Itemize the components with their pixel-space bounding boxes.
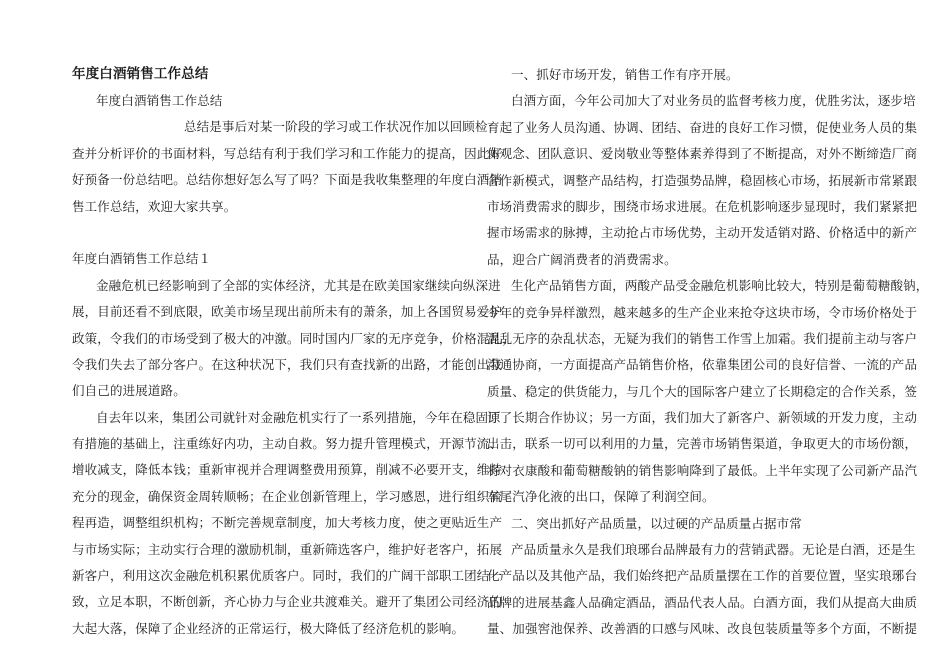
left-text-line: 增收减支，降低本钱；重新审视并合理调整费用预算，削减不必要开支，维持 xyxy=(72,462,503,478)
left-text-line: 令我们失去了部分客户。在这种状况下，我们只有查找新的出路，才能创出我 xyxy=(72,356,503,372)
left-text-line: 售工作总结，欢迎大家共享。 xyxy=(72,198,237,214)
right-text-line: 合作新模式，调整产品结构，打造强势品牌，稳固核心市场，拓展新市常紧跟 xyxy=(487,172,918,188)
right-text-line: 化产品以及其他产品，我们始终把产品质量摆在工作的首要位置，坚实琅琊台 xyxy=(487,568,918,584)
left-text-line: 政策，令我们的市场受到了极大的冲激。同时国内厂家的无序竞争，价格混乱， xyxy=(72,330,515,346)
right-text-line: 订了长期合作协议；另一方面，我们加大了新客户、新领域的开发力度，主动 xyxy=(487,410,918,426)
right-text-line: 二、突出抓好产品质量，以过硬的产品质量占据市常 xyxy=(511,515,802,531)
right-text-line: 今年的竞争异样激烈，越来越多的生产企业来抢夺这块市场，令市场价格处于 xyxy=(487,304,918,320)
right-text-line: 品，迎合广阔消费者的消费需求。 xyxy=(487,251,677,267)
left-text-line: 总结是事后对某一阶段的学习或工作状况作加以回顾检 xyxy=(184,119,488,135)
left-text-line: 查并分析评价的书面材料，写总结有利于我们学习和工作能力的提高，因此好 xyxy=(72,145,503,161)
left-text-line: 们自己的进展道路。 xyxy=(72,383,186,399)
right-text-line: 车尾汽净化液的出口，保障了利润空间。 xyxy=(487,489,715,505)
right-text-line: 生化产品销售方面，两酸产品受金融危机影响比较大，特别是葡萄糖酸钠， xyxy=(511,278,929,294)
left-text-line: 自去年以来，集团公司就针对金融危机实行了一系列措施，今年在稳固原 xyxy=(96,409,501,425)
left-text-line: 年度白酒销售工作总结 xyxy=(96,93,223,108)
right-text-line: 一、抓好市场开发，销售工作有序开展。 xyxy=(511,67,739,82)
left-text-line: 与市场实际；主动实行合理的激励机制，重新筛选客户，维护好老客户，拓展 xyxy=(72,541,503,557)
left-text-line xyxy=(72,220,456,246)
left-text-line: 年度白酒销售工作总结１ xyxy=(72,251,212,267)
left-text-line: 展，目前还看不到底限，欧美市场呈现出前所未有的萧条，加上各国贸易爱护 xyxy=(72,304,503,320)
left-text-line: 大起大落，保障了企业经济的正常运行，极大降低了经济危机的影响。 xyxy=(72,620,465,636)
right-text-line: 量、加强窖池保养、改善酒的口感与风味、改良包装质量等多个方面，不断提 xyxy=(487,621,918,637)
left-text-line: 充分的现金，确保资金周转顺畅；在企业创新管理上，学习感恩，进行组织流 xyxy=(72,488,503,504)
right-text-line: 产品质量永久是我们琅琊台品牌最有力的营销武器。无论是白酒，还是生 xyxy=(511,542,916,558)
left-text-line: 致，立足本职，不断创新，齐心协力与企业共渡难关。避开了集团公司经济的 xyxy=(72,594,503,610)
right-text-line: 品牌的进展基鑫人品确定酒品，酒品代表人品。白酒方面，我们从提高大曲质 xyxy=(487,594,918,610)
right-text-line: 育起了业务人员沟通、协调、团结、奋进的良好工作习惯，促使业务人员的集 xyxy=(487,119,918,135)
right-text-line: 将对衣康酸和葡萄糖酸钠的销售影响降到了最低。上半年实现了公司新产品汽 xyxy=(487,462,918,478)
right-text-line: 体观念、团队意识、爱岗敬业等整体素养得到了不断提高，对外不断缔造厂商 xyxy=(487,146,918,162)
right-text-line: 握市场需求的脉搏，主动抢占市场优势，主动开发适销对路、价格适中的新产 xyxy=(487,225,918,241)
right-text-line: 混乱无序的杂乱状态，无疑为我们的销售工作雪上加霜。我们提前主动与客户 xyxy=(487,330,918,346)
left-column xyxy=(72,60,515,642)
left-text-line: 好预备一份总结吧。总结你想好怎么写了吗？下面是我收集整理的年度白酒销 xyxy=(72,172,503,188)
right-column-body xyxy=(487,62,929,643)
left-text-line: 程再造，调整组织机构；不断完善规章制度，加大考核力度，使之更贴近生产 xyxy=(72,515,503,531)
right-column xyxy=(487,62,929,643)
right-text-line: 出击，联系一切可以利用的力量，完善市场销售渠道，争取更大的市场份额， xyxy=(487,436,918,452)
left-text-line: 金融危机已经影响到了全部的实体经济，尤其是在欧美国家继续向纵深进 xyxy=(96,277,501,293)
right-text-line: 白酒方面，今年公司加大了对业务员的监督考核力度，优胜劣汰，逐步培 xyxy=(511,93,916,109)
right-text-line: 市场消费需求的脚步，围绕市场求进展。在危机影响逐步显现时，我们紧紧把 xyxy=(487,198,918,214)
left-text-line: 有措施的基础上，注重练好内功，主动自救。努力提升管理模式，开源节流、 xyxy=(72,436,503,452)
left-column-body xyxy=(72,88,515,642)
right-text-line: 沟通协商，一方面提高产品销售价格，依靠集团公司的良好信誉、一流的产品 xyxy=(487,357,918,373)
left-text-line: 新客户，利用这次金融危机积累优质客户。同时，我们的广阔干部职工团结一 xyxy=(72,568,503,584)
right-text-line: 质量、稳定的供货能力，与几个大的国际客户建立了长期稳定的合作关系，签 xyxy=(487,383,918,399)
document-title: 年度白酒销售工作总结 xyxy=(72,66,209,82)
